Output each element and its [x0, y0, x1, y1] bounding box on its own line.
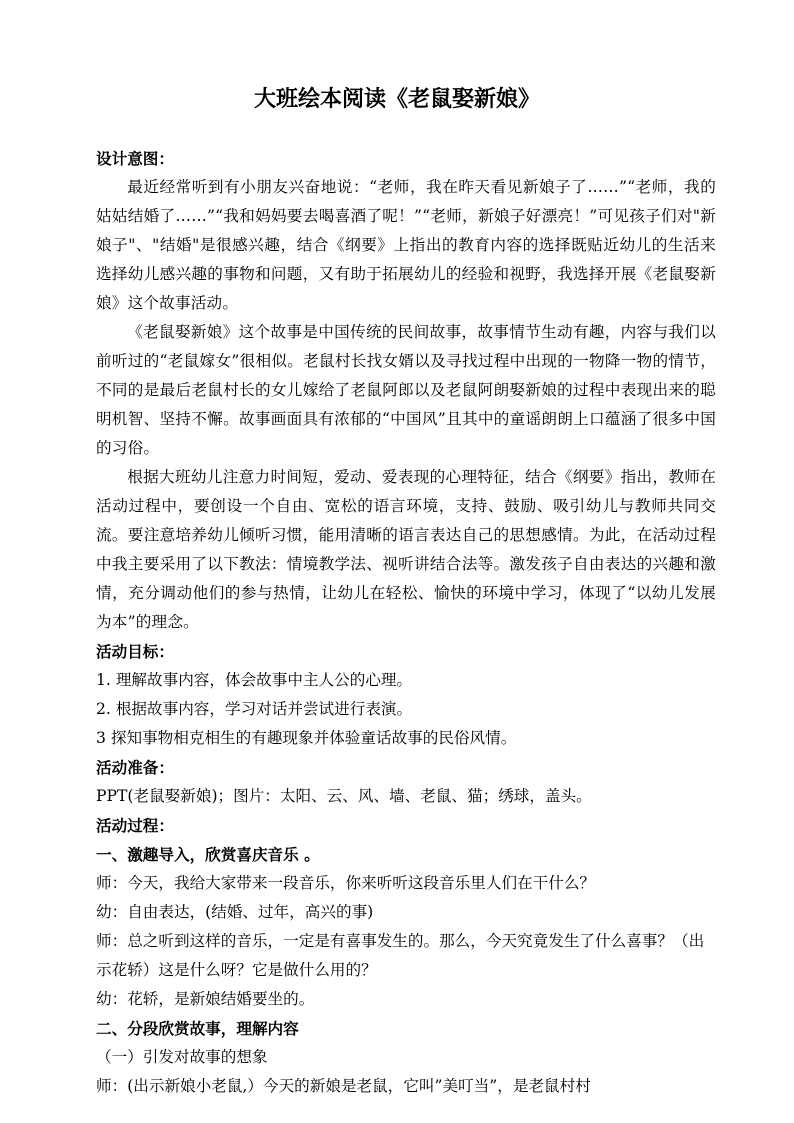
goal-item-1: 1. 理解故事内容，体会故事中主人公的心理。: [96, 671, 413, 689]
dialogue-line-1: 师：今天，我给大家带来一段音乐，你来听听这段音乐里人们在干什么？: [96, 874, 596, 892]
section-2-heading: 二、分段欣赏故事，理解内容: [96, 1019, 299, 1038]
design-heading: 设计意图：: [96, 149, 174, 168]
prep-text: PPT(老鼠娶新娘)；图片：太阳、云、风、墙、老鼠、猫；绣球，盖头。: [96, 787, 592, 805]
goal-item-2: 2. 根据故事内容，学习对话并尝试进行表演。: [96, 700, 413, 718]
dialogue-line-5: 师：(出示新娘小老鼠,）今天的新娘是老鼠，它叫”美叮当”，是老鼠村村: [96, 1077, 591, 1095]
dialogue-line-3: 师：总之听到这样的音乐，一定是有喜事发生的。那么，今天究竟发生了什么喜事？（出示花轿）这是什么呀？它是做什么用的？: [96, 932, 705, 979]
section-1-heading: 一、激趣导入，欣赏喜庆音乐 。: [96, 845, 320, 864]
design-section: [96, 173, 716, 637]
dialogue-line-4: 幼：花轿，是新娘结婚要坐的。: [96, 990, 315, 1008]
design-paragraph-2: 《老鼠娶新娘》这个故事是中国传统的民间故事，故事情节生动有趣，内容与我们以前听过的“老鼠嫁女”很相似。老鼠村长找女婿以及寻找过程中出现的一物降一物的情节，不同的是最后老鼠村长的女儿嫁给了老鼠阿郎以及老鼠阿朗娶新娘的过程中表现出来的聪明机智、坚持不懈。故事画面具有浓郁的“中国风”且其中的童谣朗朗上口蕴涵了很多中国的习俗。: [96, 323, 716, 457]
section-2-subheading: （一）引发对故事的想象: [96, 1048, 268, 1066]
process-heading: 活动过程：: [96, 816, 174, 835]
design-paragraph-3: 根据大班幼儿注意力时间短，爱动、爱表现的心理特征，结合《纲要》指出，教师在活动过程中，要创设一个自由、宽松的语言环境，支持、鼓励、吸引幼儿与教师共同交流。要注意培养幼儿倾听习惯，能用清晰的语言表达自己的思想感情。为此，在活动过程中我主要采用了以下教法：情境教学法、视听讲结合法等。激发孩子自由表达的兴趣和激情，充分调动他们的参与热情，让幼儿在轻松、愉快的环境中学习，体现了“以幼儿发展为本”的理念。: [96, 468, 716, 631]
prep-heading: 活动准备：: [96, 758, 174, 777]
dialogue-line-2: 幼：自由表达，(结婚、过年，高兴的事): [96, 903, 374, 921]
design-paragraph-1: 最近经常听到有小朋友兴奋地说：“老师，我在昨天看见新娘子了……”“老师，我的姑姑结婚了……”“我和妈妈要去喝喜酒了呢！”“老师，新娘子好漂亮！”可见孩子们对"新娘子"、"结婚"是很感兴趣，结合《纲要》上指出的教育内容的选择既贴近幼儿的生活来选择幼儿感兴趣的事物和问题，又有助于拓展幼儿的经验和视野，我选择开展《老鼠娶新娘》这个故事活动。: [96, 178, 716, 312]
goals-heading: 活动目标：: [96, 642, 174, 661]
page-title: 大班绘本阅读《老鼠娶新娘》: [253, 86, 540, 112]
document-body: [96, 144, 716, 1101]
goal-item-3: 3 探知事物相克相生的有趣现象并体验童话故事的民俗风情。: [96, 729, 517, 747]
